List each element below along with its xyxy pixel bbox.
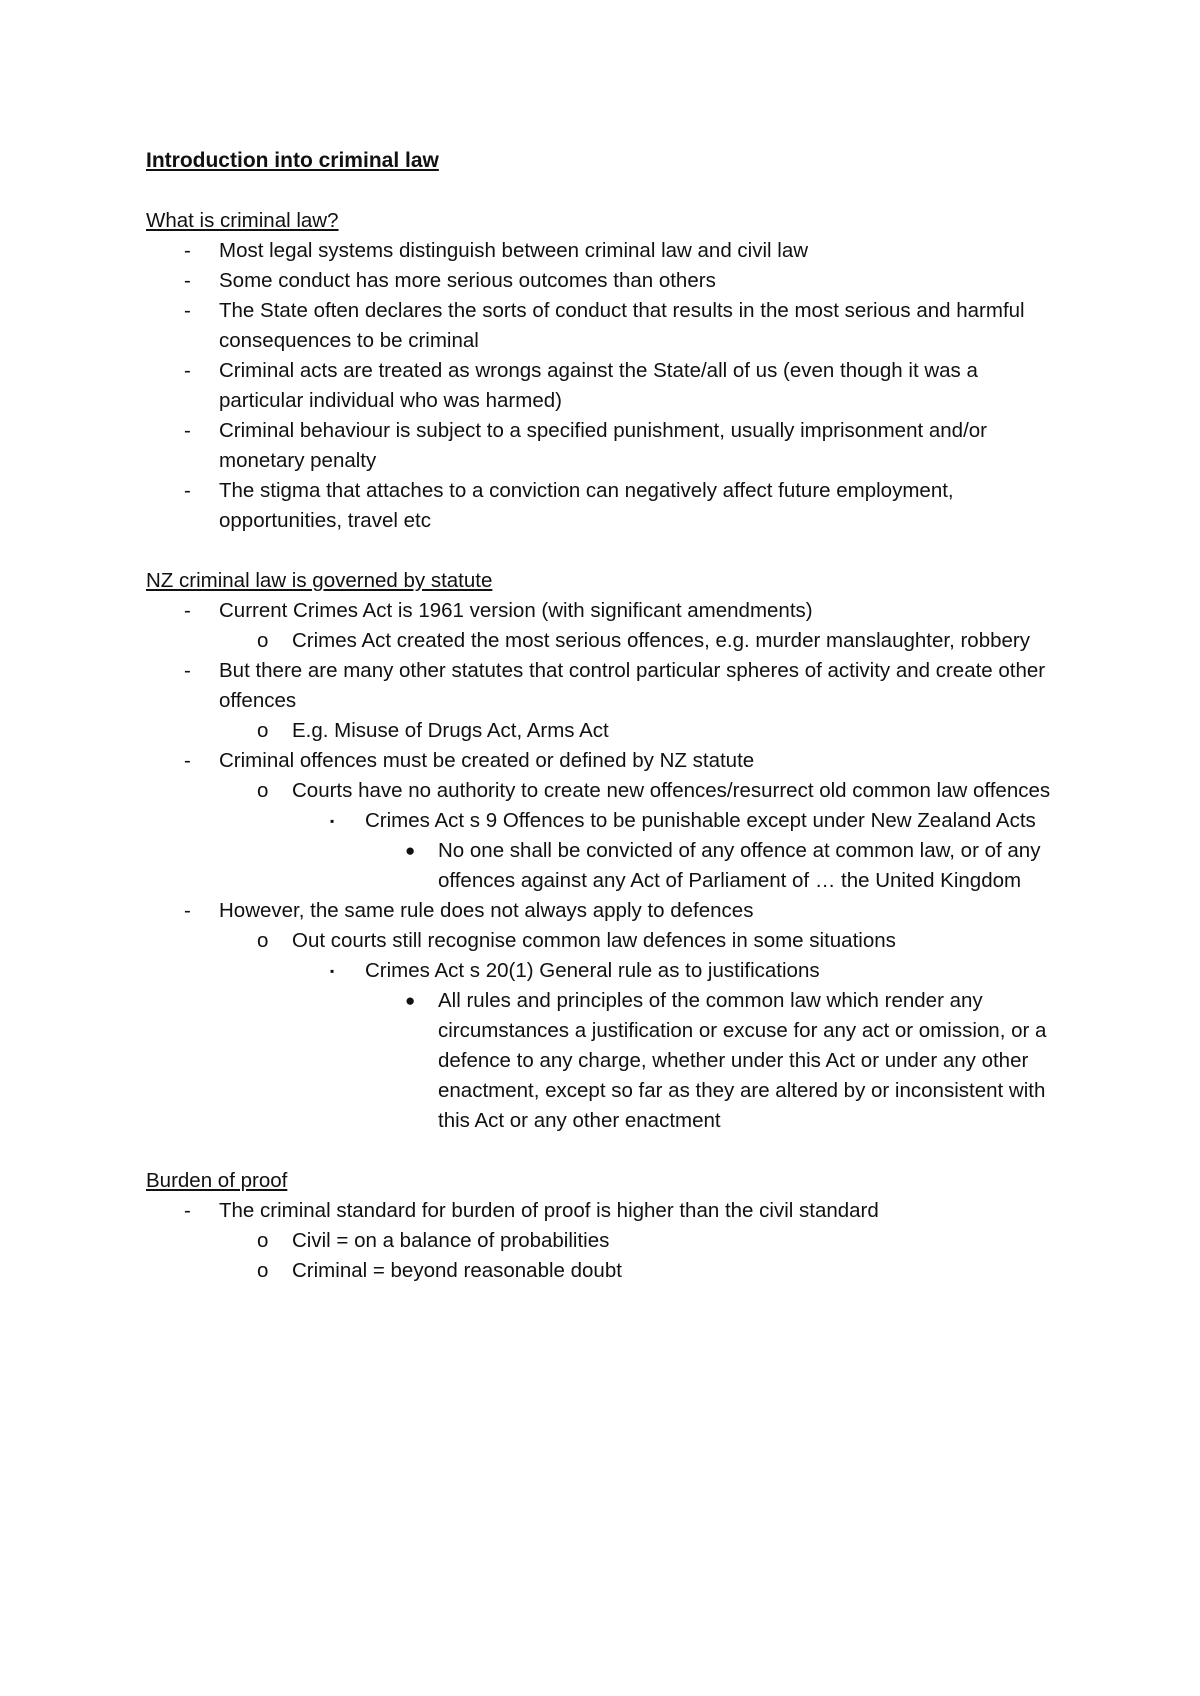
section-heading: NZ criminal law is governed by statute (146, 569, 493, 592)
list-item: - Current Crimes Act is 1961 version (with significant amendments) o Crimes Act created the most serious offences, e.g. murder manslaughter, robbery (146, 596, 1066, 656)
dash-marker: - (184, 359, 191, 382)
section-nz-criminal-law (146, 566, 1066, 1136)
section-heading: What is criminal law? (146, 209, 339, 232)
section-burden-of-proof (146, 1166, 1066, 1286)
list-item: - The criminal standard for burden of proof is higher than the civil standard o Civil = on a balance of probabilities o Criminal = beyond reasonable doubt (146, 1196, 1066, 1286)
circle-marker: o (257, 1229, 269, 1252)
bullet-list (146, 236, 1066, 536)
list-item: - Some conduct has more serious outcomes than others (146, 266, 1066, 296)
document-title: Introduction into criminal law (146, 149, 439, 172)
section-heading: Burden of proof (146, 1169, 288, 1192)
dash-marker: - (184, 239, 191, 262)
list-item: - The State often declares the sorts of conduct that results in the most serious and harmful consequences to be criminal (146, 296, 1066, 356)
sub-list (219, 926, 1066, 1136)
dash-marker: - (184, 419, 191, 442)
sub-list (292, 956, 1066, 1136)
bullet-list (146, 596, 1066, 1136)
bullet-marker: ● (405, 991, 416, 1010)
list-item: ▪ Crimes Act s 9 Offences to be punishable except under New Zealand Acts ● No one shall be convicted of any offence at common law, or of any offences against any Act of Parliament of … the United Kingdom (292, 806, 1066, 896)
list-item: o Criminal = beyond reasonable doubt (219, 1256, 1066, 1286)
list-item: - Most legal systems distinguish between criminal law and civil law (146, 236, 1066, 266)
sub-list (219, 1226, 1066, 1286)
list-item: o Courts have no authority to create new offences/resurrect old common law offences ▪ Crimes Act s 9 Offences to be punishable except under New Zealand Acts ● No one shall be convicted of any offence at common law, or of any offences against any Act of Parliament of … the United Kingdom (219, 776, 1066, 896)
sub-list (219, 626, 1066, 656)
list-item: - Criminal offences must be created or defined by NZ statute o Courts have no authority to create new offences/resurrect old common law offences ▪ Crimes Act s 9 Offences to be punishable except under New Zealand Acts ● No one shall be convicted of any offence at common law, or of any offences against any Act of Parliament of … the United Kingdom (146, 746, 1066, 896)
document-page (146, 146, 1066, 1316)
sub-list (219, 716, 1066, 746)
list-item: o Crimes Act created the most serious offences, e.g. murder manslaughter, robbery (219, 626, 1066, 656)
dash-marker: - (184, 659, 191, 682)
circle-marker: o (257, 779, 269, 802)
dash-marker: - (184, 599, 191, 622)
dash-marker: - (184, 1199, 191, 1222)
sub-list (365, 986, 1066, 1136)
circle-marker: o (257, 629, 269, 652)
dash-marker: - (184, 299, 191, 322)
bullet-marker: ● (405, 841, 416, 860)
list-item: - Criminal acts are treated as wrongs against the State/all of us (even though it was a particular individual who was harmed) (146, 356, 1066, 416)
list-item: o E.g. Misuse of Drugs Act, Arms Act (219, 716, 1066, 746)
square-marker: ▪ (330, 964, 335, 978)
list-item: - However, the same rule does not always apply to defences o Out courts still recognise common law defences in some situations ▪ Crimes Act s 20(1) General rule as to justifications ● All rules and principles of the common law which render any circumstances a justification or excuse for any act or omission, or a defence to any charge, whether under this Act or under any other enactment, except so far as they are altered by or inconsistent with this Act or any other enactment (146, 896, 1066, 1136)
dash-marker: - (184, 269, 191, 292)
section-what-is-criminal-law (146, 206, 1066, 536)
dash-marker: - (184, 899, 191, 922)
bullet-list (146, 1196, 1066, 1286)
list-item: o Civil = on a balance of probabilities (219, 1226, 1066, 1256)
list-item: - Criminal behaviour is subject to a specified punishment, usually imprisonment and/or monetary penalty (146, 416, 1066, 476)
dash-marker: - (184, 749, 191, 772)
list-item: o Out courts still recognise common law defences in some situations ▪ Crimes Act s 20(1) General rule as to justifications ● All rules and principles of the common law which render any circumstances a justification or excuse for any act or omission, or a defence to any charge, whether under this Act or under any other enactment, except so far as they are altered by or inconsistent with this Act or any other enactment (219, 926, 1066, 1136)
circle-marker: o (257, 929, 269, 952)
circle-marker: o (257, 719, 269, 742)
list-item: - The stigma that attaches to a conviction can negatively affect future employment, opportunities, travel etc (146, 476, 1066, 536)
dash-marker: - (184, 479, 191, 502)
list-item: ● All rules and principles of the common law which render any circumstances a justification or excuse for any act or omission, or a defence to any charge, whether under this Act or under any other enactment, except so far as they are altered by or inconsistent with this Act or any other enactment (365, 986, 1066, 1136)
circle-marker: o (257, 1259, 269, 1282)
sub-list (292, 806, 1066, 896)
sub-list (219, 776, 1066, 896)
sub-list (365, 836, 1066, 896)
list-item: - But there are many other statutes that control particular spheres of activity and create other offences o E.g. Misuse of Drugs Act, Arms Act (146, 656, 1066, 746)
list-item: ▪ Crimes Act s 20(1) General rule as to justifications ● All rules and principles of the common law which render any circumstances a justification or excuse for any act or omission, or a defence to any charge, whether under this Act or under any other enactment, except so far as they are altered by or inconsistent with this Act or any other enactment (292, 956, 1066, 1136)
square-marker: ▪ (330, 814, 335, 828)
list-item: ● No one shall be convicted of any offence at common law, or of any offences against any Act of Parliament of … the United Kingdom (365, 836, 1066, 896)
